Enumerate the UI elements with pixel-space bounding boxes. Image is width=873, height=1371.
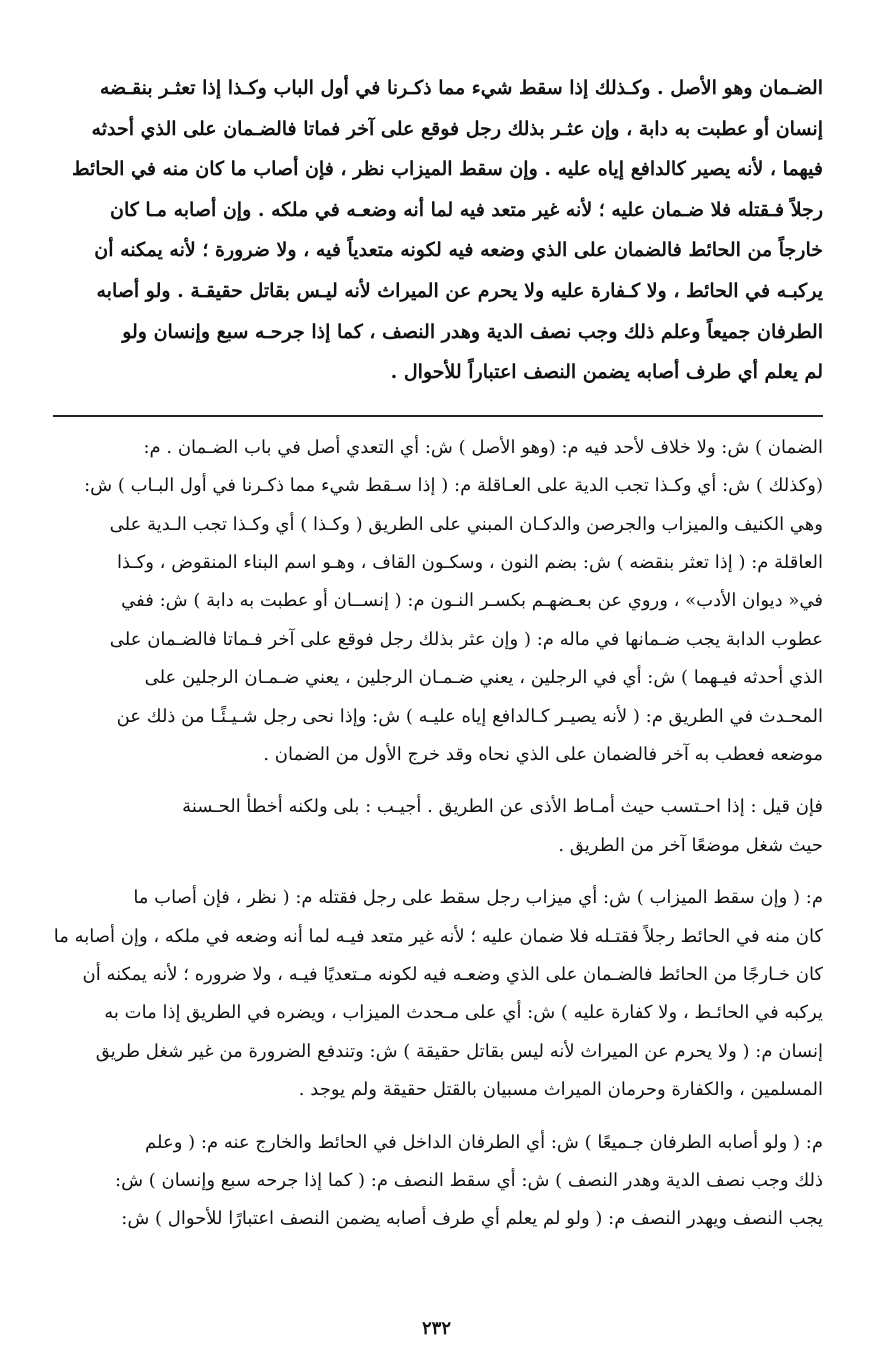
commentary-line: المسلمين ، والكفارة وحرمان الميراث مسبيان بالقتل حقيقة ولم يوجد . [298, 1079, 823, 1101]
commentary-line: ذلك وجب نصف الدية وهدر النصف ) ش: أي سقط النصف م: ( كما إذا جرحه سبع وإنسان ) ش: [115, 1170, 823, 1192]
commentary-line: موضعه فعطب به آخر فالضمان على الذي نحاه وقد خرج الأول من الضمان . [263, 744, 823, 765]
main-text-line: فيهما ، لأنه يصير كالدافع إياه عليه . وإن سقط الميزاب نظر ، فإن أصاب ما كان منه في الحائط [71, 158, 823, 181]
commentary-block [46, 429, 823, 775]
commentary [46, 429, 823, 1239]
commentary-line: م: ( ولو أصابه الطرفان جـميعًا ) ش: أي الطرفان الداخل في الحائط والخارج عنه م: ( وعلم [145, 1131, 823, 1153]
main-text-line: الطرفان جميعاً وعلم ذلك وجب نصف الدية وهدر النصف ، كما إذا جرحـه سبع وإنسان ولو [122, 320, 823, 343]
commentary-line: يركبه في الحائـط ، ولا كفارة عليه ) ش: أي على مـحدث الميزاب ، ويضره في الطريق إذا مات به [104, 1002, 823, 1024]
page-number: ٢٣٢ [421, 1318, 451, 1339]
main-text-line: إنسان أو عطبت به دابة ، وإن عثـر بذلك رجل فوقع على آخر فماتا فالضـمان على الذي أحدثه [91, 117, 823, 140]
commentary-line: الضمان ) ش: ولا خلاف لأحد فيه م: (وهو الأصل ) ش: أي التعدي أصل في باب الضـمان . م: [143, 436, 823, 458]
commentary-line: يجب النصف ويهدر النصف م: ( ولو لم يعلم أي طرف أصابه يضمن النصف اعتبارًا للأحوال ) ش: [121, 1208, 823, 1230]
commentary-line: (وكذلك ) ش: أي وكـذا تجب الدية على العـاقلة م: ( إذا سـقط شيء مما ذكـرنا في أول البـاب ) ش: [84, 475, 823, 497]
main-text-line: رجلاً فـقتله فلا ضـمان عليه ؛ لأنه غير متعد فيه لما أنه وضعـه في ملكه . وإن أصابه مـا كان [110, 198, 823, 221]
main-text-line: يركبـه في الحائط ، ولا كـفارة عليه ولا يحرم عن الميراث لأنه ليـس بقاتل حقيقـة . ولو أصابه [96, 279, 823, 302]
commentary-block [46, 879, 823, 1109]
main-text-line: خارجاً من الحائط فالضمان على الذي وضعه فيه لكونه متعدياً فيه ، ولا ضرورة ؛ لأنه يمكنه أن [94, 239, 823, 262]
commentary-line: المحـدث في الطريق م: ( لأنه يصيـر كـالدافع إياه عليـه ) ش: وإذا نحى رجل شـيـئًـا من ذلك عن [116, 705, 823, 727]
main-text-line: لم يعلم أي طرف أصابه يضمن النصف اعتباراً للأحوال . [390, 361, 823, 384]
commentary-block [46, 788, 823, 865]
commentary-line: عطوب الدابة يجب ضـمانها في ماله م: ( وإن عثر بذلك رجل فوقع على آخر فـماتا فالضـمان على [109, 628, 823, 650]
commentary-line: حيث شغل موضعًا آخر من الطريق . [558, 834, 823, 856]
commentary-block [46, 1124, 823, 1239]
commentary-line: الذي أحدثه فيـهما ) ش: أي في الرجلين ، يعني ضـمـان الرجلين ، يعني ضـمـان الرجلين على [144, 667, 823, 689]
main-text [46, 68, 823, 393]
commentary-line: م: ( وإن سقط الميزاب ) ش: أي ميزاب رجل سقط على رجل فقتله م: ( نظر ، فإن أصاب ما [133, 887, 823, 909]
commentary-line: وهي الكنيف والميزاب والجرصن والدكـان المبني على الطريق ( وكـذا ) أي وكـذا تجب الـدية على [109, 513, 823, 535]
commentary-line: كان خـارجًا من الحائط فالضـمان على الذي وضعـه فيه لكونه مـتعديًا فيـه ، ولا ضروره ؛ لأنه يمكنه أن [82, 964, 823, 986]
commentary-line: العاقلة م: ( إذا تعثر بنقضه ) ش: بضم النون ، وسكـون القاف ، وهـو اسم البناء المنقوض ، وكـذا [116, 551, 823, 573]
separator-rule [53, 415, 823, 417]
commentary-line: فإن قيل : إذا احـتسب حيث أمـاط الأذى عن الطريق . أجيـب : بلى ولكنه أخطأ الحـسنة [182, 796, 823, 818]
commentary-line: إنسان م: ( ولا يحرم عن الميراث لأنه ليس بقاتل حقيقة ) ش: وتندفع الضرورة من غير شغل طريق [95, 1040, 823, 1062]
main-text-line: الضـمان وهو الأصل . وكـذلك إذا سقط شيء مما ذكـرنا في أول الباب وكـذا إذا تعثـر بنقـضه [99, 77, 823, 99]
commentary-line: كان منه في الحائط رجلاً فقتـله فلا ضمان عليه ؛ لأنه غير متعد فيـه لما أنه وضعه في ملكه ، وإن أصابه ما [53, 925, 823, 947]
commentary-line: في« ديوان الأدب» ، وروي عن بعـضهـم بكسـر النـون م: ( إنســان أو عطبت به دابة ) ش: ففي [121, 590, 823, 612]
